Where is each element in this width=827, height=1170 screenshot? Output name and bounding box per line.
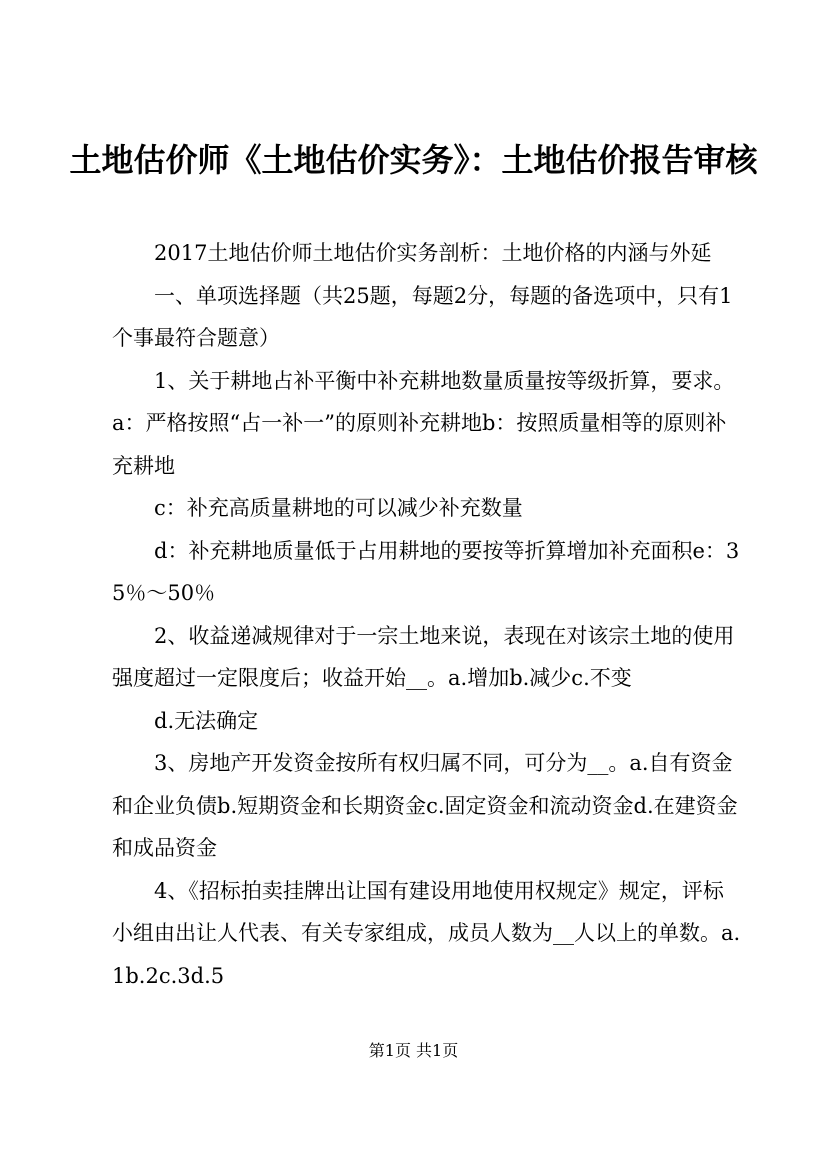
paragraph-question-3: 3、房地产开发资金按所有权归属不同，可分为__。a.自有资金和企业负债b.短期资金和长期资金c.固定资金和流动资金d.在建资金和成品资金 — [112, 751, 738, 860]
paragraph-section-heading: 一、单项选择题（共25题，每题2分，每题的备选项中，只有1个事最符合题意） — [112, 283, 733, 350]
paragraph-question-2: 2、收益递减规律对于一宗土地来说，表现在对该宗土地的使用强度超过一定限度后；收益开始__。a.增加b.减少c.不变 — [112, 623, 735, 690]
paragraph-option-d: d：补充耕地质量低于占用耕地的要按等折算增加补充面积e：35％～50％ — [112, 538, 740, 605]
document-title: 土地估价师《土地估价实务》：土地估价报告审核 — [69, 141, 758, 179]
paragraph-question-2-option-d: d.无法确定 — [154, 708, 259, 733]
document-body — [112, 232, 744, 997]
page-footer: 第1页 共1页 — [368, 1041, 459, 1060]
paragraph-question-4: 4、《招标拍卖挂牌出让国有建设用地使用权规定》规定，评标小组由出让人代表、有关专家组成，成员人数为__人以上的单数。a.1b.2c.3d.5 — [112, 878, 741, 988]
paragraph-option-c: c：补充高质量耕地的可以减少补充数量 — [154, 496, 523, 520]
paragraph-question-1: 1、关于耕地占补平衡中补充耕地数量质量按等级折算，要求。a：严格按照“占一补一”的原则补充耕地b：按照质量相等的原则补充耕地 — [112, 368, 735, 478]
paragraph-subtitle: 2017土地估价师土地估价实务剖析：土地价格的内涵与外延 — [154, 241, 712, 265]
